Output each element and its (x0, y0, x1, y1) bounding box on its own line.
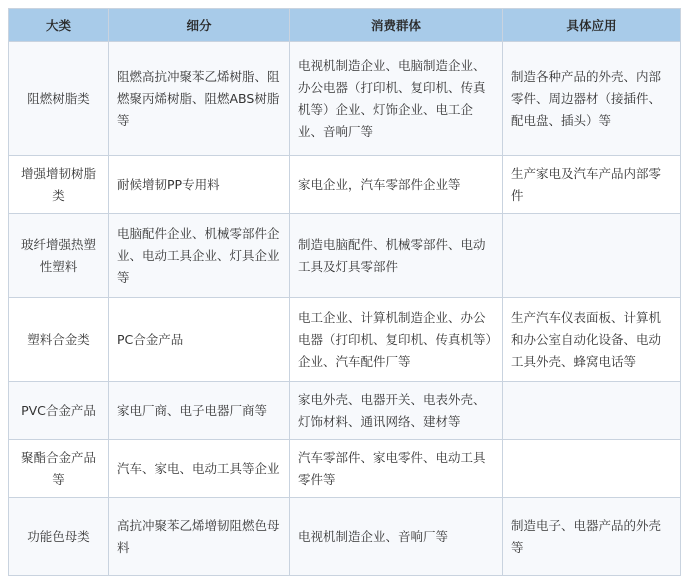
cell-application: 生产家电及汽车产品内部零件 (503, 156, 681, 214)
header-consumers: 消费群体 (290, 9, 503, 42)
table-row (9, 214, 681, 298)
table-row (9, 440, 681, 498)
cell-subdivision: 电脑配件企业、机械零部件企业、电动工具企业、灯具企业等 (109, 214, 290, 298)
cell-application: 生产汽车仪表面板、计算机和办公室自动化设备、电动工具外壳、蜂窝电话等 (503, 298, 681, 382)
cell-subdivision: 汽车、家电、电动工具等企业 (109, 440, 290, 498)
cell-category: 玻纤增强热塑性塑料 (9, 214, 109, 298)
table-row (9, 42, 681, 156)
cell-subdivision: 家电厂商、电子电器厂商等 (109, 382, 290, 440)
cell-subdivision: 高抗冲聚苯乙烯增韧阻燃色母料 (109, 498, 290, 576)
table-row (9, 156, 681, 214)
cell-category: 塑料合金类 (9, 298, 109, 382)
cell-application (503, 440, 681, 498)
table-row (9, 382, 681, 440)
cell-application (503, 214, 681, 298)
cell-consumers: 家电外壳、电器开关、电表外壳、灯饰材料、通讯网络、建材等 (290, 382, 503, 440)
cell-category: 聚酯合金产品等 (9, 440, 109, 498)
cell-subdivision: 阻燃高抗冲聚苯乙烯树脂、阻燃聚丙烯树脂、阻燃ABS树脂等 (109, 42, 290, 156)
cell-consumers: 电视机制造企业、电脑制造企业、办公电器（打印机、复印机、传真机等）企业、灯饰企业、电工企业、音响厂等 (290, 42, 503, 156)
cell-subdivision: PC合金产品 (109, 298, 290, 382)
header-category: 大类 (9, 9, 109, 42)
header-subdivision: 细分 (109, 9, 290, 42)
cell-consumers: 汽车零部件、家电零件、电动工具零件等 (290, 440, 503, 498)
cell-consumers: 电工企业、计算机制造企业、办公电器（打印机、复印机、传真机等）企业、汽车配件厂等 (290, 298, 503, 382)
cell-consumers: 制造电脑配件、机械零部件、电动工具及灯具零部件 (290, 214, 503, 298)
cell-application (503, 382, 681, 440)
cell-consumers: 家电企业，汽车零部件企业等 (290, 156, 503, 214)
header-application: 具体应用 (503, 9, 681, 42)
cell-category: 功能色母类 (9, 498, 109, 576)
cell-subdivision: 耐候增韧PP专用料 (109, 156, 290, 214)
cell-consumers: 电视机制造企业、音响厂等 (290, 498, 503, 576)
cell-category: 增强增韧树脂类 (9, 156, 109, 214)
cell-application: 制造各种产品的外壳、内部零件、周边器材（接插件、配电盘、插头）等 (503, 42, 681, 156)
table-row (9, 498, 681, 576)
table-header-row (9, 9, 681, 42)
product-classification-table (8, 8, 681, 576)
cell-category: 阻燃树脂类 (9, 42, 109, 156)
cell-application: 制造电子、电器产品的外壳等 (503, 498, 681, 576)
cell-category: PVC合金产品 (9, 382, 109, 440)
table-row (9, 298, 681, 382)
